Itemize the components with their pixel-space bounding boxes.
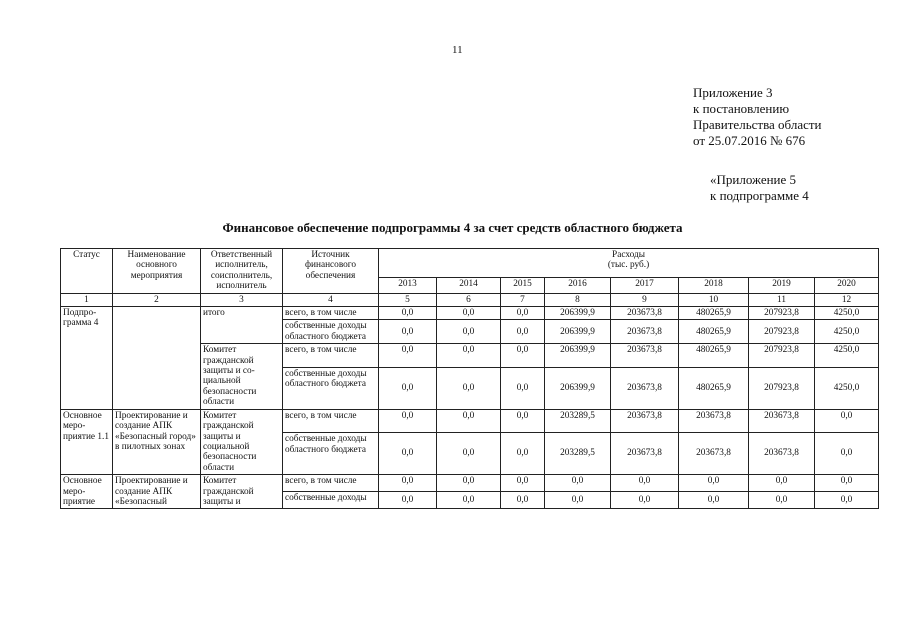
amount-cell: 0,0 xyxy=(437,475,501,492)
amount-cell: 0,0 xyxy=(611,475,679,492)
amount-cell: 0,0 xyxy=(437,344,501,368)
header-name: Наименование основного мероприятия xyxy=(113,249,201,294)
source-cell: собственные доходы областного бюджета xyxy=(283,433,379,475)
header-responsible: Ответственный исполнитель, соисполнитель, исполнитель xyxy=(201,249,283,294)
column-number: 1 xyxy=(61,293,113,306)
amount-cell: 0,0 xyxy=(379,307,437,320)
header-expenses-unit: (тыс. руб.) xyxy=(607,260,650,271)
amount-cell: 0,0 xyxy=(379,409,437,433)
measure-name-cell: Проектирование и создание АПК «Безопасный xyxy=(113,475,201,509)
amount-cell: 480265,9 xyxy=(679,320,749,344)
appendix-sub-line: к подпрограмме 4 xyxy=(710,188,809,203)
amount-cell: 0,0 xyxy=(437,367,501,409)
source-cell: всего, в том числе xyxy=(283,475,379,492)
amount-cell: 0,0 xyxy=(437,492,501,509)
amount-cell: 203673,8 xyxy=(611,344,679,368)
amount-cell: 0,0 xyxy=(501,344,545,368)
source-cell: собственные доходы областного бюджета xyxy=(283,367,379,409)
header-status: Статус xyxy=(61,249,113,294)
column-number: 5 xyxy=(379,293,437,306)
header-year: 2019 xyxy=(749,277,815,293)
amount-cell: 203289,5 xyxy=(545,433,611,475)
column-number: 7 xyxy=(501,293,545,306)
amount-cell: 0,0 xyxy=(437,409,501,433)
appendix-line: Приложение 3 xyxy=(693,85,773,100)
amount-cell: 0,0 xyxy=(749,475,815,492)
amount-cell: 0,0 xyxy=(501,492,545,509)
amount-cell: 207923,8 xyxy=(749,307,815,320)
amount-cell: 206399,9 xyxy=(545,320,611,344)
amount-cell: 0,0 xyxy=(501,320,545,344)
column-number: 12 xyxy=(815,293,879,306)
amount-cell: 203673,8 xyxy=(611,433,679,475)
status-cell: Подпро-грамма 4 xyxy=(61,307,113,410)
amount-cell: 0,0 xyxy=(815,433,879,475)
header-expenses xyxy=(379,249,879,278)
column-number: 2 xyxy=(113,293,201,306)
measure-name-cell xyxy=(113,307,201,410)
amount-cell: 0,0 xyxy=(379,475,437,492)
header-year: 2016 xyxy=(545,277,611,293)
page-number: 11 xyxy=(452,44,463,56)
amount-cell: 4250,0 xyxy=(815,320,879,344)
amount-cell: 0,0 xyxy=(379,492,437,509)
document-title: Финансовое обеспечение подпрограммы 4 за счет средств областного бюджета xyxy=(222,220,683,235)
amount-cell: 0,0 xyxy=(379,367,437,409)
responsible-cell: итого xyxy=(201,307,283,344)
amount-cell: 480265,9 xyxy=(679,344,749,368)
header-year: 2017 xyxy=(611,277,679,293)
header-year: 2015 xyxy=(501,277,545,293)
amount-cell: 0,0 xyxy=(679,475,749,492)
amount-cell: 0,0 xyxy=(379,320,437,344)
appendix-block xyxy=(693,85,822,149)
amount-cell: 4250,0 xyxy=(815,344,879,368)
amount-cell: 203289,5 xyxy=(545,409,611,433)
column-number: 11 xyxy=(749,293,815,306)
amount-cell: 480265,9 xyxy=(679,367,749,409)
amount-cell: 207923,8 xyxy=(749,320,815,344)
amount-cell: 203673,8 xyxy=(611,367,679,409)
amount-cell: 0,0 xyxy=(749,492,815,509)
amount-cell: 207923,8 xyxy=(749,344,815,368)
column-number: 3 xyxy=(201,293,283,306)
measure-name-cell: Проектирование и создание АПК «Безопасный город» в пилотных зонах xyxy=(113,409,201,474)
amount-cell: 0,0 xyxy=(379,433,437,475)
responsible-cell: Комитет гражданской защиты и xyxy=(201,475,283,509)
column-number: 8 xyxy=(545,293,611,306)
header-expenses-label: Расходы xyxy=(612,250,645,260)
amount-cell: 0,0 xyxy=(437,320,501,344)
amount-cell: 203673,8 xyxy=(749,433,815,475)
source-cell: собственные доходы xyxy=(283,492,379,509)
amount-cell: 0,0 xyxy=(501,475,545,492)
header-year: 2020 xyxy=(815,277,879,293)
amount-cell: 4250,0 xyxy=(815,307,879,320)
amount-cell: 203673,8 xyxy=(679,433,749,475)
amount-cell: 0,0 xyxy=(379,344,437,368)
amount-cell: 0,0 xyxy=(679,492,749,509)
amount-cell: 0,0 xyxy=(815,409,879,433)
source-cell: всего, в том числе xyxy=(283,307,379,320)
header-year: 2014 xyxy=(437,277,501,293)
table-row xyxy=(61,307,879,320)
amount-cell: 203673,8 xyxy=(611,307,679,320)
table-row xyxy=(61,475,879,492)
responsible-cell: Комитет гражданской защиты и социальной безопасности области xyxy=(201,409,283,474)
amount-cell: 203673,8 xyxy=(749,409,815,433)
amount-cell: 0,0 xyxy=(815,492,879,509)
amount-cell: 203673,8 xyxy=(611,409,679,433)
appendix-sub-line: «Приложение 5 xyxy=(710,172,797,187)
status-cell: Основное меро-приятие xyxy=(61,475,113,509)
appendix-line: к постановлению xyxy=(693,101,790,116)
header-year: 2013 xyxy=(379,277,437,293)
amount-cell: 206399,9 xyxy=(545,344,611,368)
column-number: 9 xyxy=(611,293,679,306)
source-cell: всего, в том числе xyxy=(283,409,379,433)
header-source: Источник финансового обеспечения xyxy=(283,249,379,294)
appendix-line: Правительства области xyxy=(693,117,822,132)
source-cell: всего, в том числе xyxy=(283,344,379,368)
column-number: 6 xyxy=(437,293,501,306)
column-number-row xyxy=(61,293,879,306)
amount-cell: 4250,0 xyxy=(815,367,879,409)
amount-cell: 203673,8 xyxy=(679,409,749,433)
appendix-sub-block xyxy=(710,172,809,204)
amount-cell: 0,0 xyxy=(501,409,545,433)
amount-cell: 0,0 xyxy=(437,433,501,475)
amount-cell: 0,0 xyxy=(545,475,611,492)
header-row xyxy=(61,249,879,278)
amount-cell: 0,0 xyxy=(501,367,545,409)
amount-cell: 480265,9 xyxy=(679,307,749,320)
amount-cell: 0,0 xyxy=(815,475,879,492)
amount-cell: 0,0 xyxy=(611,492,679,509)
amount-cell: 206399,9 xyxy=(545,307,611,320)
amount-cell: 203673,8 xyxy=(611,320,679,344)
appendix-line: от 25.07.2016 № 676 xyxy=(693,133,806,148)
amount-cell: 0,0 xyxy=(545,492,611,509)
amount-cell: 206399,9 xyxy=(545,367,611,409)
column-number: 10 xyxy=(679,293,749,306)
column-number: 4 xyxy=(283,293,379,306)
financing-table xyxy=(60,248,879,509)
source-cell: собственные доходы областного бюджета xyxy=(283,320,379,344)
table-row xyxy=(61,409,879,433)
header-year: 2018 xyxy=(679,277,749,293)
amount-cell: 0,0 xyxy=(437,307,501,320)
responsible-cell: Комитет гражданской защиты и со-циальной безопасности области xyxy=(201,344,283,409)
status-cell: Основное меро-приятие 1.1 xyxy=(61,409,113,474)
amount-cell: 0,0 xyxy=(501,433,545,475)
amount-cell: 207923,8 xyxy=(749,367,815,409)
amount-cell: 0,0 xyxy=(501,307,545,320)
